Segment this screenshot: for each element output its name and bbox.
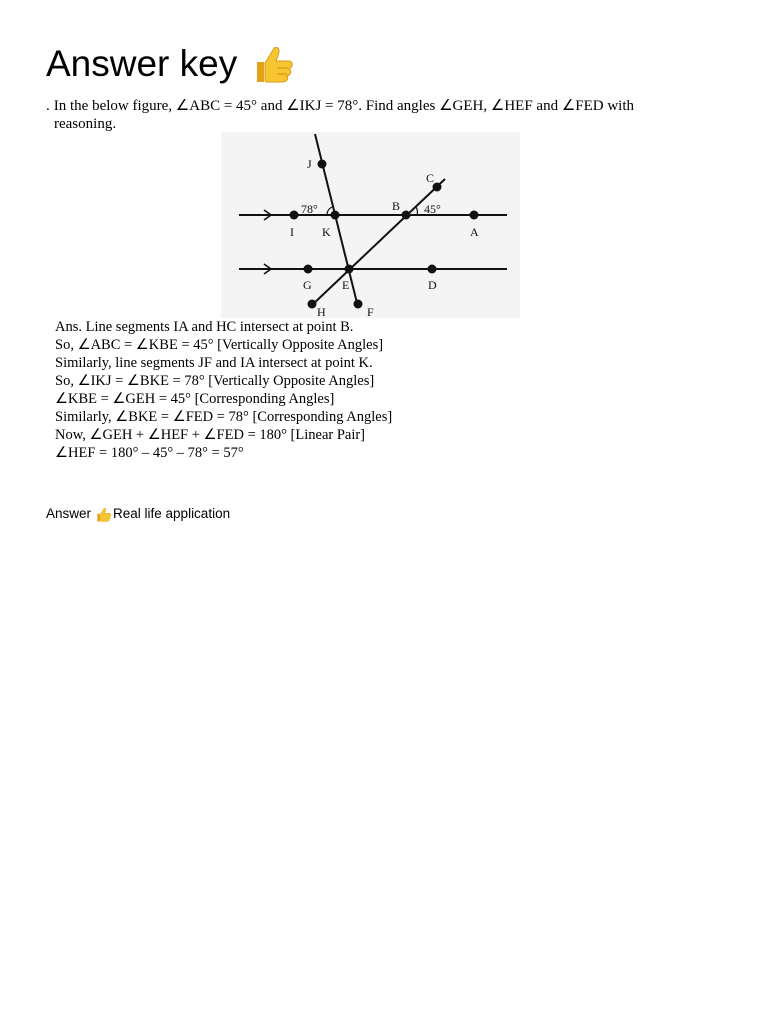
answer-text xyxy=(55,318,515,462)
question-number: . xyxy=(46,98,50,114)
label-f: F xyxy=(367,305,374,318)
label-b: B xyxy=(392,199,401,213)
answer-line: ∠HEF = 180° – 45° – 78° = 57° xyxy=(55,445,244,461)
point-k xyxy=(331,211,340,220)
answer-line: Ans. Line segments IA and HC intersect at point B. xyxy=(55,319,354,335)
footer-label-application: Real life application xyxy=(113,506,231,521)
geometry-figure xyxy=(221,132,520,318)
label-e: E xyxy=(342,278,350,292)
label-h: H xyxy=(317,305,326,318)
point-a xyxy=(470,211,479,220)
label-a: A xyxy=(470,225,479,239)
answer-line: Now, ∠GEH + ∠HEF + ∠FED = 180° [Linear Pair] xyxy=(55,427,366,443)
thumbs-up-icon xyxy=(251,42,295,86)
label-g: G xyxy=(303,278,312,292)
answer-line: ∠KBE = ∠GEH = 45° [Corresponding Angles] xyxy=(55,391,335,407)
arc-abc xyxy=(416,207,417,215)
page-title-text: Answer key xyxy=(46,43,238,84)
answer-line: Similarly, ∠BKE = ∠FED = 78° [Corresponding Angles] xyxy=(55,409,393,425)
label-d: D xyxy=(428,278,437,292)
point-f xyxy=(354,300,363,309)
point-d xyxy=(428,265,437,274)
answer-line: So, ∠IKJ = ∠BKE = 78° [Vertically Opposite Angles] xyxy=(55,373,375,389)
answer-line: So, ∠ABC = ∠KBE = 45° [Vertically Opposite Angles] xyxy=(55,337,384,353)
answer-line: Similarly, line segments JF and IA intersect at point K. xyxy=(55,355,373,371)
point-e xyxy=(345,265,354,274)
footer-line xyxy=(46,505,230,523)
label-c: C xyxy=(426,171,435,185)
footer-label-answer: Answer xyxy=(46,506,92,521)
label-k: K xyxy=(322,225,331,239)
point-h xyxy=(308,300,317,309)
point-b xyxy=(402,211,411,220)
question-line-1: In the below figure, ∠ABC = 45° and ∠IKJ = 78°. Find angles ∠GEH, ∠HEF and ∠FED with xyxy=(53,98,635,114)
point-i xyxy=(290,211,299,220)
question-line-2: reasoning. xyxy=(54,116,117,132)
angle-label-abc: 45° xyxy=(424,202,441,216)
point-g xyxy=(304,265,313,274)
angle-label-ikj: 78° xyxy=(301,202,318,216)
label-i: I xyxy=(290,225,294,239)
page-title xyxy=(46,38,295,90)
point-j xyxy=(318,160,327,169)
thumbs-up-icon xyxy=(95,506,112,523)
geometry-figure-svg xyxy=(221,132,520,318)
question-text xyxy=(46,97,686,133)
label-j: J xyxy=(307,157,312,171)
